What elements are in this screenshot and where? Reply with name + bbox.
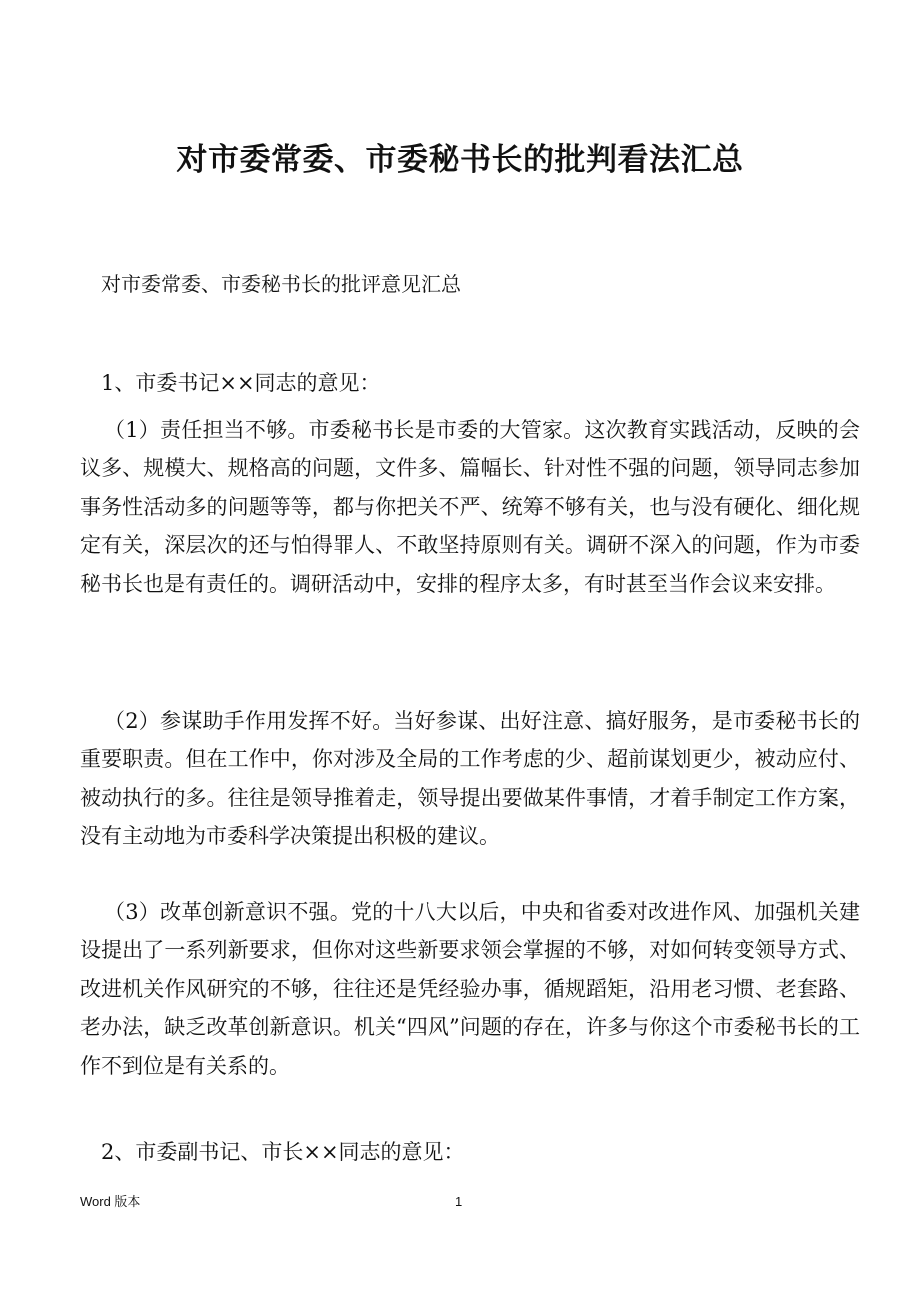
paragraph-1: （1）责任担当不够。市委秘书长是市委的大管家。这次教育实践活动，反映的会议多、规模大、规格高的问题，文件多、篇幅长、针对性不强的问题，领导同志参加事务性活动多的问题等等，都与你把关不严、统筹不够有关，也与没有硬化、细化规定有关，深层次的还与怕得罪人、不敢坚持原则有关。调研不深入的问题，作为市委秘书长也是有责任的。调研活动中，安排的程序太多，有时甚至当作会议来安排。 [80, 418, 860, 596]
page-title: 对市委常委、市委秘书长的批判看法汇总 [176, 142, 744, 178]
document-subtitle: 对市委常委、市委秘书长的批评意见汇总 [101, 272, 461, 296]
paragraph-3: （3）改革创新意识不强。党的十八大以后，中央和省委对改进作风、加强机关建设提出了一系列新要求，但你对这些新要求领会掌握的不够，对如何转变领导方式、改进机关作风研究的不够，往往还是凭经验办事，循规蹈矩，沿用老习惯、老套路、老办法，缺乏改革创新意识。机关“四风”问题的存在，许多与你这个市委秘书长的工作不到位是有关系的。 [80, 900, 860, 1078]
section-2-heading: 2、市委副书记、市长××同志的意见： [101, 1140, 465, 1164]
section-1-heading: 1、市委书记××同志的意见： [101, 371, 381, 395]
paragraph-2: （2）参谋助手作用发挥不好。当好参谋、出好注意、搞好服务，是市委秘书长的重要职责。但在工作中，你对涉及全局的工作考虑的少、超前谋划更少，被动应付、被动执行的多。往往是领导推着走，领导提出要做某件事情，才着手制定工作方案，没有主动地为市委科学决策提出积极的建议。 [80, 709, 860, 849]
footer-version-label: Word 版本 [80, 1194, 141, 1209]
footer-page-number: 1 [455, 1194, 463, 1209]
